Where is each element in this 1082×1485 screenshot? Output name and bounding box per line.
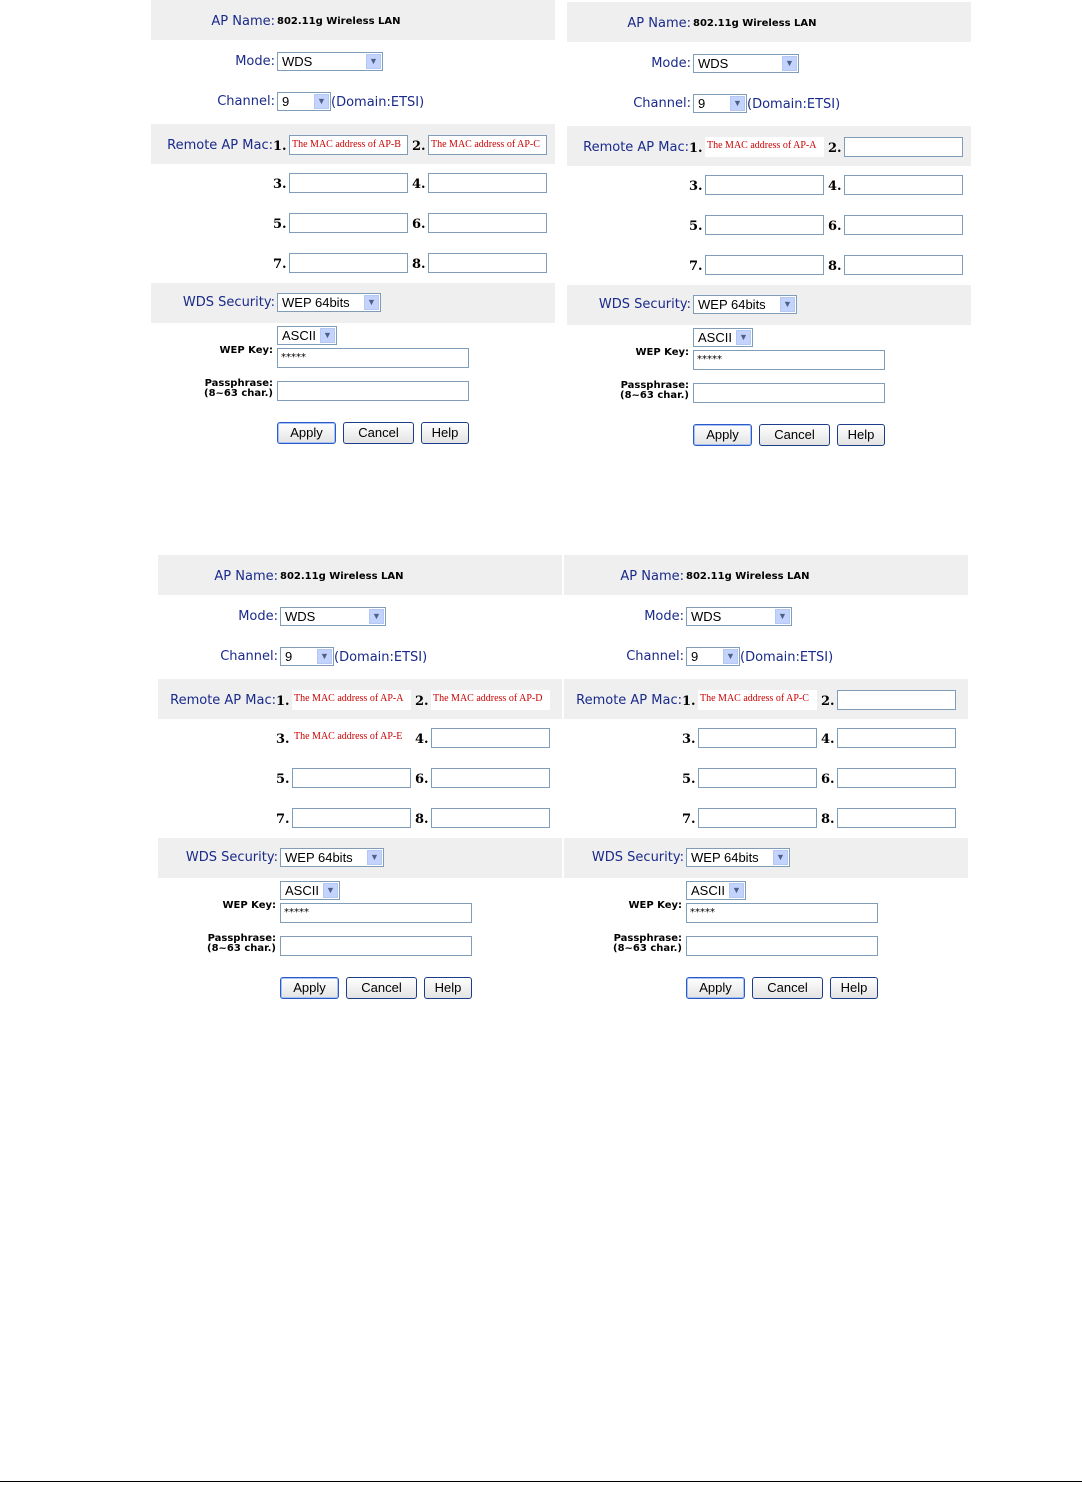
cancel-button[interactable]: Cancel: [343, 422, 414, 444]
mac-slot-number: 7.: [276, 812, 290, 827]
chevron-down-icon: ▼: [366, 54, 381, 69]
mac-slot-number: 1.: [276, 694, 290, 709]
mode-select[interactable]: [280, 607, 386, 626]
remote-mac-field[interactable]: The MAC address of AP-D: [431, 690, 550, 710]
remote-mac-field[interactable]: [698, 728, 817, 748]
chevron-down-icon: ▼: [780, 297, 795, 312]
remote-mac-field[interactable]: [844, 255, 963, 275]
wep-key-format-value: ASCII: [285, 883, 319, 898]
chevron-down-icon: ▼: [323, 883, 338, 898]
chevron-down-icon: ▼: [723, 649, 738, 664]
chevron-down-icon: ▼: [317, 649, 332, 664]
remote-mac-field[interactable]: [289, 253, 408, 273]
mac-slot-number: 5.: [689, 219, 703, 234]
apply-button[interactable]: Apply: [277, 422, 336, 444]
chevron-down-icon: ▼: [367, 850, 382, 865]
remote-ap-mac-label: Remote AP Mac:: [167, 138, 273, 153]
passphrase-label-line: Passphrase:: [204, 378, 273, 389]
chevron-down-icon: ▼: [736, 330, 751, 345]
wep-key-label: WEP Key:: [635, 347, 689, 358]
passphrase-input[interactable]: [693, 383, 885, 403]
remote-mac-field[interactable]: The MAC address of AP-A: [292, 690, 411, 710]
mac-slot-number: 5.: [273, 217, 287, 232]
wep-key-input[interactable]: *****: [280, 903, 472, 923]
remote-mac-field[interactable]: [705, 175, 824, 195]
wep-key-label: WEP Key:: [222, 900, 276, 911]
channel-select-value: 9: [282, 94, 290, 109]
remote-mac-field[interactable]: The MAC address of AP-A: [705, 137, 824, 157]
mac-slot-number: 6.: [412, 217, 426, 232]
wep-key-input[interactable]: *****: [693, 350, 885, 370]
remote-mac-field[interactable]: [837, 808, 956, 828]
ap-name-label: AP Name:: [214, 569, 278, 584]
cancel-button[interactable]: Cancel: [752, 977, 823, 999]
remote-mac-field[interactable]: [428, 173, 547, 193]
passphrase-label: [204, 379, 273, 399]
remote-mac-field[interactable]: [844, 175, 963, 195]
passphrase-length-hint: (8~63 char.): [620, 390, 689, 401]
wds-settings-panel: [158, 555, 562, 1007]
help-button[interactable]: Help: [830, 977, 878, 999]
wds-security-select[interactable]: [280, 848, 384, 867]
domain-text: (Domain:ETSI): [334, 650, 428, 665]
channel-label: Channel:: [633, 96, 691, 111]
remote-mac-field[interactable]: [292, 768, 411, 788]
wds-settings-panel: [567, 2, 971, 458]
mode-label: Mode:: [644, 609, 684, 624]
mac-slot-number: 1.: [689, 141, 703, 156]
domain-text: (Domain:ETSI): [740, 650, 834, 665]
channel-label: Channel:: [626, 649, 684, 664]
chevron-down-icon: ▼: [782, 56, 797, 71]
remote-mac-field[interactable]: The MAC address of AP-E: [292, 728, 411, 748]
remote-mac-field[interactable]: [431, 808, 550, 828]
remote-mac-field[interactable]: The MAC address of AP-C: [698, 690, 817, 710]
mode-select[interactable]: [693, 54, 799, 73]
remote-mac-field[interactable]: [844, 215, 963, 235]
mode-select-value: WDS: [285, 609, 316, 624]
chevron-down-icon: ▼: [729, 883, 744, 898]
remote-mac-field[interactable]: [837, 768, 956, 788]
mode-select[interactable]: [277, 52, 383, 71]
mac-slot-number: 8.: [828, 259, 842, 274]
channel-select[interactable]: [277, 92, 331, 111]
chevron-down-icon: ▼: [773, 850, 788, 865]
passphrase-input[interactable]: [280, 936, 472, 956]
mac-slot-number: 1.: [273, 139, 287, 154]
chevron-down-icon: ▼: [369, 609, 384, 624]
wds-security-select[interactable]: [686, 848, 790, 867]
remote-mac-field[interactable]: [428, 253, 547, 273]
domain-text: (Domain:ETSI): [331, 95, 425, 110]
wds-settings-panel: [564, 555, 968, 1007]
remote-mac-field[interactable]: [698, 768, 817, 788]
remote-mac-field[interactable]: [289, 173, 408, 193]
wep-key-format-value: ASCII: [282, 328, 316, 343]
wep-key-format-value: ASCII: [691, 883, 725, 898]
remote-mac-field[interactable]: [428, 213, 547, 233]
mac-slot-number: 5.: [682, 772, 696, 787]
remote-mac-field[interactable]: [698, 808, 817, 828]
channel-select-value: 9: [285, 649, 293, 664]
wep-key-input[interactable]: *****: [686, 903, 878, 923]
chevron-down-icon: ▼: [775, 609, 790, 624]
mode-select-value: WDS: [698, 56, 729, 71]
apply-button[interactable]: Apply: [280, 977, 339, 999]
wds-security-select[interactable]: [693, 295, 797, 314]
chevron-down-icon: ▼: [314, 94, 329, 109]
chevron-down-icon: ▼: [320, 328, 335, 343]
mac-slot-number: 7.: [689, 259, 703, 274]
wds-security-label: WDS Security:: [185, 850, 278, 865]
mac-slot-number: 4.: [415, 732, 429, 747]
mode-select-value: WDS: [282, 54, 313, 69]
ap-name-label: AP Name:: [211, 14, 275, 29]
passphrase-label-line: Passphrase:: [620, 380, 689, 391]
mac-slot-number: 2.: [821, 694, 835, 709]
help-button[interactable]: Help: [421, 422, 469, 444]
channel-select[interactable]: [280, 647, 334, 666]
wep-key-input[interactable]: *****: [277, 348, 469, 368]
remote-ap-mac-label: Remote AP Mac:: [583, 140, 689, 155]
mode-select-value: WDS: [691, 609, 722, 624]
mode-select[interactable]: [686, 607, 792, 626]
wep-key-label: WEP Key:: [219, 345, 273, 356]
wds-security-select-value: WEP 64bits: [285, 850, 353, 865]
passphrase-label: [613, 934, 682, 954]
mac-slot-number: 4.: [828, 179, 842, 194]
remote-mac-field[interactable]: [837, 728, 956, 748]
remote-mac-field[interactable]: [292, 808, 411, 828]
wds-security-select-value: WEP 64bits: [691, 850, 759, 865]
passphrase-length-hint: (8~63 char.): [613, 943, 682, 954]
mac-slot-number: 7.: [273, 257, 287, 272]
channel-select-value: 9: [691, 649, 699, 664]
chevron-down-icon: ▼: [364, 295, 379, 310]
wds-settings-panel: [151, 0, 555, 456]
remote-ap-mac-label: Remote AP Mac:: [576, 693, 682, 708]
mode-label: Mode:: [235, 54, 275, 69]
remote-mac-field[interactable]: The MAC address of AP-C: [428, 135, 547, 155]
mac-slot-number: 4.: [821, 732, 835, 747]
chevron-down-icon: ▼: [730, 96, 745, 111]
mac-slot-number: 2.: [415, 694, 429, 709]
remote-mac-field[interactable]: [705, 255, 824, 275]
mac-slot-number: 5.: [276, 772, 290, 787]
mac-slot-number: 8.: [821, 812, 835, 827]
cancel-button[interactable]: Cancel: [759, 424, 830, 446]
remote-mac-field[interactable]: [289, 213, 408, 233]
passphrase-label-line: Passphrase:: [207, 933, 276, 944]
remote-ap-mac-label: Remote AP Mac:: [170, 693, 276, 708]
wds-security-select-value: WEP 64bits: [282, 295, 350, 310]
mac-slot-number: 1.: [682, 694, 696, 709]
mac-slot-number: 3.: [689, 179, 703, 194]
remote-mac-field[interactable]: The MAC address of AP-B: [289, 135, 408, 155]
wep-key-format-select[interactable]: [280, 881, 340, 900]
mac-slot-number: 3.: [273, 177, 287, 192]
cancel-button[interactable]: Cancel: [346, 977, 417, 999]
passphrase-label: [620, 381, 689, 401]
help-button[interactable]: Help: [424, 977, 472, 999]
apply-button[interactable]: Apply: [686, 977, 745, 999]
channel-select-value: 9: [698, 96, 706, 111]
remote-mac-field[interactable]: [844, 137, 963, 157]
passphrase-length-hint: (8~63 char.): [204, 388, 273, 399]
channel-select[interactable]: [686, 647, 740, 666]
wds-security-select[interactable]: [277, 293, 381, 312]
wds-security-label: WDS Security:: [182, 295, 275, 310]
mac-slot-number: 6.: [821, 772, 835, 787]
remote-mac-field[interactable]: [431, 728, 550, 748]
mac-slot-number: 7.: [682, 812, 696, 827]
wep-key-format-select[interactable]: [693, 328, 753, 347]
ap-name-label: AP Name:: [627, 16, 691, 31]
mac-slot-number: 8.: [415, 812, 429, 827]
mac-slot-number: 8.: [412, 257, 426, 272]
wep-key-label: WEP Key:: [628, 900, 682, 911]
domain-text: (Domain:ETSI): [747, 97, 841, 112]
ap-name-value: 802.11g Wireless LAN: [277, 16, 401, 27]
channel-label: Channel:: [217, 94, 275, 109]
mac-slot-number: 6.: [415, 772, 429, 787]
channel-label: Channel:: [220, 649, 278, 664]
mode-label: Mode:: [651, 56, 691, 71]
apply-button[interactable]: Apply: [693, 424, 752, 446]
mac-slot-number: 3.: [276, 732, 290, 747]
passphrase-label-line: Passphrase:: [613, 933, 682, 944]
mac-slot-number: 3.: [682, 732, 696, 747]
mac-slot-number: 2.: [828, 141, 842, 156]
remote-mac-field[interactable]: [837, 690, 956, 710]
channel-select[interactable]: [693, 94, 747, 113]
wds-security-select-value: WEP 64bits: [698, 297, 766, 312]
ap-name-value: 802.11g Wireless LAN: [280, 571, 404, 582]
wds-security-label: WDS Security:: [591, 850, 684, 865]
passphrase-input[interactable]: [277, 381, 469, 401]
wep-key-format-select[interactable]: [686, 881, 746, 900]
ap-name-value: 802.11g Wireless LAN: [693, 18, 817, 29]
remote-mac-field[interactable]: [705, 215, 824, 235]
passphrase-length-hint: (8~63 char.): [207, 943, 276, 954]
wds-security-label: WDS Security:: [598, 297, 691, 312]
wep-key-format-value: ASCII: [698, 330, 732, 345]
remote-mac-field[interactable]: [431, 768, 550, 788]
passphrase-label: [207, 934, 276, 954]
ap-name-label: AP Name:: [620, 569, 684, 584]
passphrase-input[interactable]: [686, 936, 878, 956]
mode-label: Mode:: [238, 609, 278, 624]
wep-key-format-select[interactable]: [277, 326, 337, 345]
page-footer-rule: [0, 1481, 1082, 1482]
ap-name-value: 802.11g Wireless LAN: [686, 571, 810, 582]
help-button[interactable]: Help: [837, 424, 885, 446]
mac-slot-number: 2.: [412, 139, 426, 154]
mac-slot-number: 6.: [828, 219, 842, 234]
mac-slot-number: 4.: [412, 177, 426, 192]
